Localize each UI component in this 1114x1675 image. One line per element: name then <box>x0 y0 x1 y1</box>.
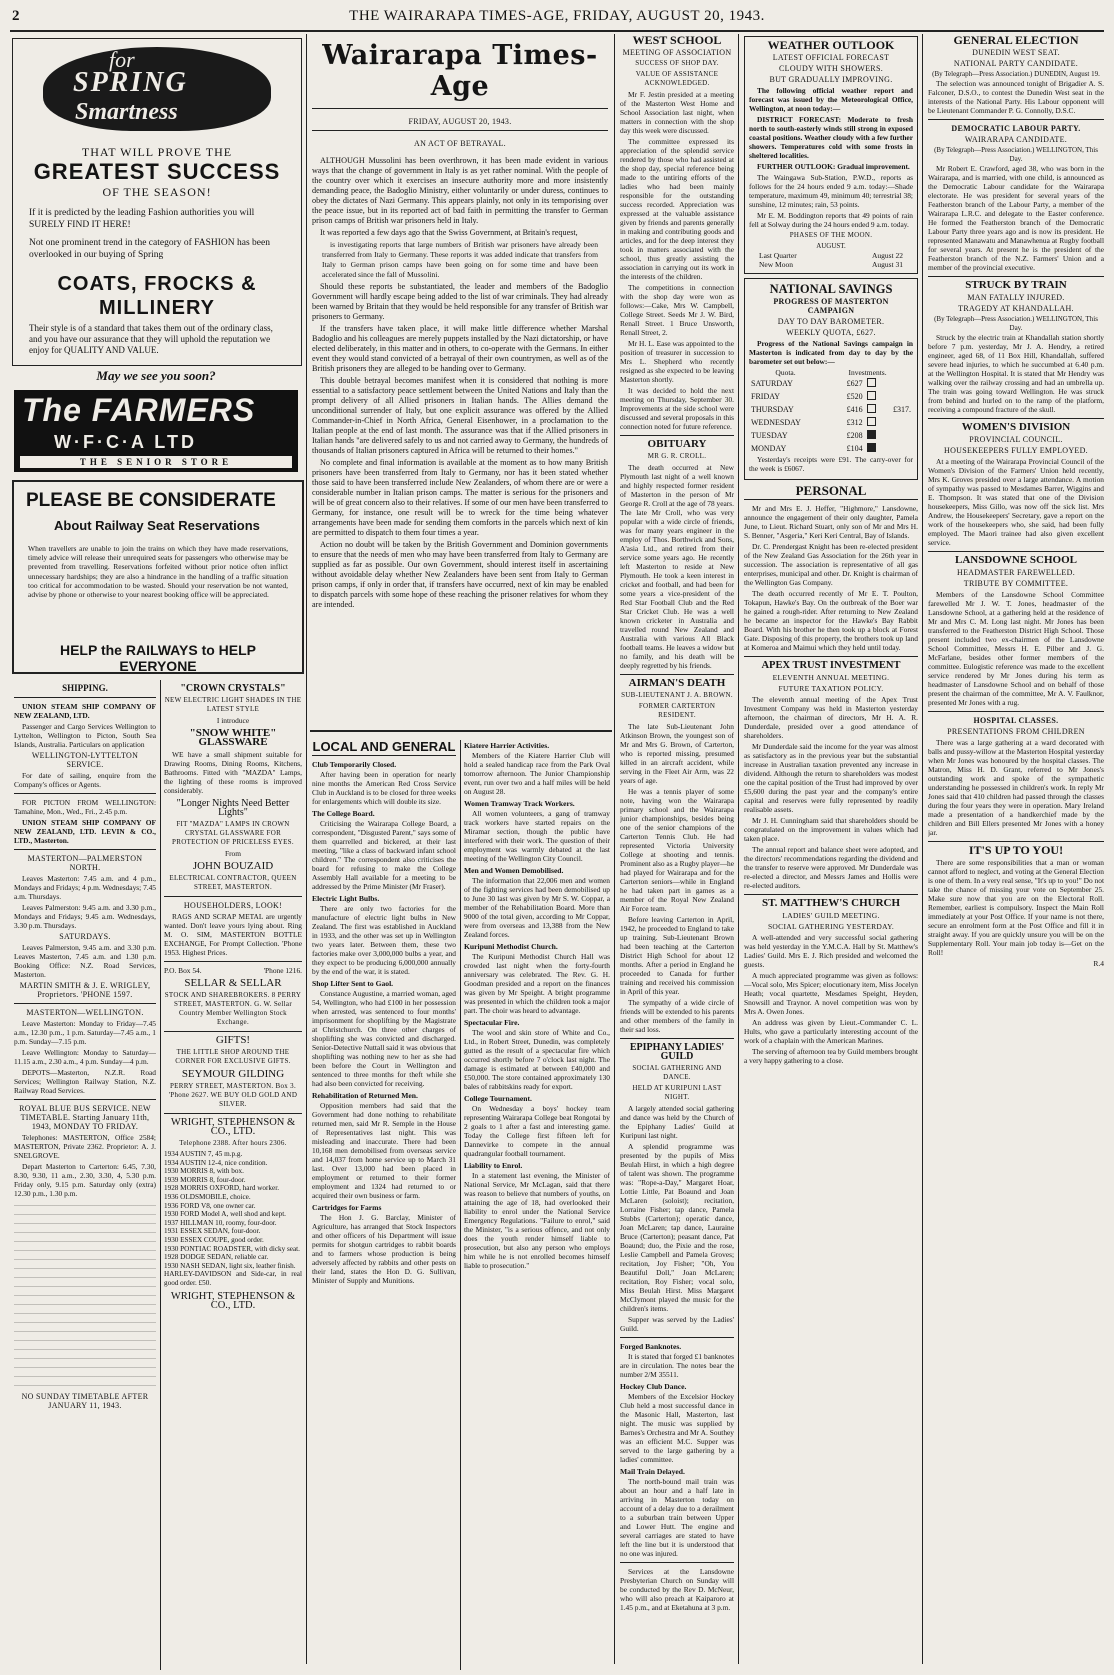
editorial-para: Action no doubt will be taken by the British Government and Dominion governments to ensure that the needs of men who may have been transferred from Italy to Germany are supplied as far as possible. Our own Government, should interest itself in ascertaining without avoidable delay whether New Zealanders have been sent from Italy to German prison camps, if only in order that, if transfers have occurred, next of kin may be enabled to dispatch parcels with some hope of these reaching the prisoner relatives for whom they are intended. <box>312 540 608 609</box>
editorial-para: This double betrayal becomes manifest when it is considered that nothing is more essential to a satisfactory peace settlement between the United Nations and Italy than the prompt delivery of all Allied prisoners in Italian hands. The Allies demand the unconditional surrender of Italy, but one explicit assurance was offered by the Allied Commander-in-Chief in North Africa, General Eisenhower, in a proclamation to the Italian people at the end of last month. The assurance was that if the Allied prisoners in Italian hands "are delivered safely to us and not carried away to Germany, the hundreds of thousands of Italian prisoners captured in Africa will be returned to their homes." <box>312 376 608 455</box>
airman-para: The sympathy of a wide circle of friends will be extended to his parents and other members of the family in their sad loss. <box>620 998 734 1034</box>
shipping-line: Leave Wellington: Monday to Saturday—11.15 a.m., 2.30 a.m., 4 p.m. Sunday—4 p.m. <box>14 1048 156 1066</box>
savings-row <box>749 416 913 429</box>
west-school-sub: MEETING OF ASSOCIATION <box>622 48 732 57</box>
editorial-quote: is investigating reports that large numbers of British war prisoners have already been transferred from Italy to Germany. These reports it was added indicate that transfers from Italy to German prison camps have been going on for some time and have been accelerated since the fall of Mussolini. <box>322 240 598 279</box>
hockey-para: Members of the Excelsior Hockey Club held a most successful dance in the Masonic Hall, Masterton, last night. The music was supplied by Barnes's Orchestra and Mr A. Southey was an efficient M.C. Supper was served to the large gathering by a ladies' committee. <box>620 1392 734 1464</box>
car-listing: 1931 ESSEX SEDAN, four-door. <box>164 1227 261 1236</box>
crown-bouzaid: JOHN BOUZAID <box>192 860 274 872</box>
page-number: 2 <box>12 8 20 24</box>
column-rule <box>922 34 923 1664</box>
obituary-sub: MR G. R. CROLL. <box>647 452 707 460</box>
mail-para: The north-bound mail train was about an hour and a half late in arriving in Masterton today on account of a delay due to a derailment to a suburban train between Upper and Lower Hutt. The engine and several carriages are stated to have left the line but it is understood that no one was injured. <box>620 1477 734 1558</box>
householders-para: RAGS AND SCRAP METAL are urgently wanted. Don't leave yours lying about. Ring M. O. SIM, MASTERTON BOTTLE EXCHANGE, For Prompt Collection. 'Phone 1953. Highest Prices. <box>164 912 302 957</box>
editorial-para: ALTHOUGH Mussolini has been overthrown, it has been made evident in various ways that the change of government in Italy is as yet rather nominal. With the people of the country over which it exercises an insecure authority more and more insistently demanding peace, the Badoglio Ministry, either voluntarily or under duress, continues to obey the dictates of Nazi Germany. This appears plainly, not only in its temporising over the peace issue, but in its reported act of bad faith in permitting the transfer to German prison camps of British war prisoners held in Italy. <box>312 156 608 225</box>
savings-sub: PROGRESS OF MASTERTON CAMPAIGN <box>773 297 889 315</box>
gilding-lines: PERRY STREET, MASTERTON. Box 3. 'Phone 2627. WE BUY OLD GOLD AND SILVER. <box>168 1082 298 1108</box>
shipping-line: MASTERTON—PALMERSTON NORTH. <box>27 854 143 872</box>
savings-day: SATURDAY <box>751 379 793 388</box>
crown-title: "CROWN CRYSTALS" <box>180 683 286 694</box>
wright-tel: Telephone 2388. After hours 2306. <box>179 1139 287 1147</box>
savings-quota: £208 <box>846 431 863 440</box>
news-item-text: The Kuripuni Methodist Church Hall was crowded last night when the forty-fourth anniversary was celebrated. The Rev. G. H. Goodman presided and a report on the finances was given by Mr Speight. A bright programme was presented in which the children took a major part. The choir was heard to advantage. <box>464 952 610 1015</box>
apex-para: Mr J. H. Cunningham said that shareholders should be congratulated on the improvement in values which had taken place. <box>744 816 918 843</box>
car-listing: 1930 NASH SEDAN, light six, leather finish. <box>164 1261 296 1270</box>
car-listing: 1928 DODGE SEDAN, reliable car. <box>164 1253 269 1262</box>
savings-sub: WEEKLY QUOTA, £627. <box>786 328 876 337</box>
car-listing: 1934 AUSTIN 7, 45 m.p.g. <box>164 1150 243 1158</box>
democratic-sub: WAIRARAPA CANDIDATE. <box>964 135 1068 144</box>
epiphany-para: Supper was served by the Ladies' Guild. <box>620 1315 734 1333</box>
personal-para: Dr. C. Prendergast Knight has been re-elected president of the New Zealand Gas Association for the 26th year in succession. The association is representative of all gas enterprises, municipal and other. Dr. Knight is chairman of the Wellington Gas Company. <box>744 542 918 587</box>
wright-title: WRIGHT, STEPHENSON & CO., LTD. <box>170 1117 296 1137</box>
democratic-press: (By Telegraph—Press Association.) WELLINGTON, This Day. <box>934 146 1098 163</box>
news-item-heading: Kiatere Harrier Activities. <box>464 741 550 750</box>
spring-line-2: GREATEST SUCCESS <box>33 159 281 184</box>
savings-row <box>749 377 913 390</box>
farmers-logo <box>14 390 298 472</box>
savings-row <box>749 442 913 455</box>
airman-title: AIRMAN'S DEATH <box>628 677 726 689</box>
spring-fashion-ad <box>12 38 302 366</box>
weather-sub: BUT GRADUALLY IMPROVING. <box>769 75 893 84</box>
matthew-para: A well-attended and very successful social gathering was held yesterday in the Y.M.C.A. Hall by St. Matthew's Ladies' Guild. Mrs E. J. Rich presided and welcomed the guests. <box>744 933 918 969</box>
savings-table <box>749 377 913 455</box>
column-rule <box>306 34 307 1664</box>
women-sub: HOUSEKEEPERS FULLY EMPLOYED. <box>944 446 1088 455</box>
masthead-rule <box>10 30 1104 32</box>
shipping-line: Depart Masterton to Carterton: 6.45, 7.30, 8.30, 9.30, 11 a.m., 2.30, 3.30, 4, 5.30 p.m. Friday only, 9.15 p.m. Saturday only (extra) 12.30 p.m., 1.30 p.m. <box>14 1162 156 1198</box>
news-item-text: Members of the Kiatere Harrier Club will hold a sealed handicap race from the Park Oval tomorrow afternoon. The Junior Championship event, run over two and a half miles will be held on August 28. <box>464 751 610 796</box>
women-sub: PROVINCIAL COUNCIL. <box>969 435 1063 444</box>
apex-para: The eleventh annual meeting of the Apex Trust Investment Company was held in Masterton yesterday afternoon, the chairman of directors, Mr H. A. R. Dunderdale, presided over a good attendance of shareholders. <box>744 695 918 740</box>
news-item-text: The information that 22,006 men and women of the fighting services had been demobilised up to June 30 last was given by Mr S. W. Coppar, a member of the Rehabilitation Board. More than 9000 of the total given, according to Mr Coppar, were from overseas and 13,388 from the New Zealand forces. <box>464 876 610 939</box>
car-listing: 1928 MORRIS OXFORD, hard worker. <box>164 1184 279 1193</box>
airman-sub: FORMER CARTERTON RESIDENT. <box>638 702 716 719</box>
women-title: WOMEN'S DIVISION <box>961 421 1071 433</box>
women-para: At a meeting of the Wairarapa Provincial Council of the Women's Division of the Farmers' Union held recently, Mrs K. Groves presided over a large attendance. A motion of sympathy was passed to Mesdames Barrer, Wiggins and E. Thompson. It was stated that one of the Division housekeepers, Miss Gillo, was now off the sick list. Mrs Andrew, the Housekeepers' Secretary, gave a report on the work of the housekeepers who, she said, had been fully employed. The Maori trainee had also given excellent service. <box>928 457 1104 547</box>
news-item-heading: Women Tramway Track Workers. <box>464 799 575 808</box>
shipping-line: WELLINGTON-LYTTELTON SERVICE. <box>31 751 139 769</box>
local-item-text: Opposition members had said that the Government had done nothing to rehabilitate returned men, said Mr R. Semple in the House of Representatives last night. This was misleading and inaccurate. There had been 10,168 men demobilised from overseas service and 14,037 from home service up to March 31 last. Over 13,000 had been placed in employment or returned to their former employment and 1324 had returned to or acquired their own business or farm. <box>312 1101 456 1200</box>
savings-day: FRIDAY <box>751 392 781 401</box>
gifts-title: GIFTS! <box>215 1034 251 1046</box>
matthew-title: ST. MATTHEW'S CHURCH <box>761 897 901 909</box>
matthew-para: A much appreciated programme was given as follows:—Vocal solo, Mrs Spicer; elocutionary item, Miss Jocelyn Heath; vocal quartette, Mesdames Speight, Heyden, Snowsill and Traynor. A novel competition was won by Mrs A. Owen Jones. <box>744 971 918 1016</box>
up-to-you-para: There are some responsibilities that a man or woman cannot afford to neglect, and voting at the General Election is one of them. In a very real sense, "It's up to you!" Do not take the chance of missing your vote on September 25. Make sure now that you are on the Electoral Roll. Remember, earliest is compulsory. Inspect the Main Roll immediately at your Post Office. If your name is not there, secure an enrolment form at the Post Office and fill it in straight away. If you are quickly unsure you will be on the Supplementary Roll. Your main job today is—Get on the Roll! <box>928 858 1104 957</box>
editorial-para: No complete and final information is available at the moment as to how many British prisoners have been transferred from Italy to Germany, nor has it been stated whether those said to have been transferred include New Zealanders, of whom there are or were a considerable number in Italian prison camps. The matter is serious for the prisoners and will be of great concern also to their relatives. If some of our men have been transferred to Germany, for instance, one result will be to wreck for the time being whatever arrangements have been made for sending them comforts in the parcels which next of kin are permitted to dispatch to them four times a year. <box>312 458 608 537</box>
news-item-text: On Wednesday a boys' hockey team representing Wairarapa College beat Rongotai by 2 goals to 1 after a fast and interesting game. Today the College first fifteen left for Dannevirke to compete in the annual quadrangular football tournament. <box>464 1104 610 1158</box>
editorial-body <box>312 156 608 610</box>
weather-sub: LATEST OFFICIAL FORECAST <box>772 53 890 62</box>
savings-check-box <box>865 403 879 416</box>
news-item-text: In a statement last evening, the Minister of National Service, Mr McLagan, said that there was reason to believe that numbers of youths, on attaining the age of 18, had overlooked their liability to enrol under the National Service Emergency Regulations. "Failure to enrol," said the Minister, "is a serious offence, and not only does the youth render himself liable to prosecution, but also any person who employs him while he is not enrolled becomes himself liable to prosecution." <box>464 1171 610 1270</box>
local-item-heading: Rehabilitation of Returned Men. <box>312 1091 418 1100</box>
up-to-you-title: IT'S UP TO YOU! <box>968 843 1064 857</box>
spring-para-1: If it is predicted by the leading Fashion authorities you will SURELY FIND IT HERE! <box>29 208 255 230</box>
local-general-title: LOCAL AND GENERAL <box>312 739 456 754</box>
car-listing: 1939 MORRIS 8, four-door. <box>164 1175 246 1184</box>
local-item-text: There are only two factories for the manufacture of electric light bulbs in New Zealand. The first was established in Auckland in 1933, and the other was set up in Wellington two years later. Between them, these two factories make over 3,000,000 bulbs a year, and they expect to be producing 6,000,000 annually by the end of the war, it is stated. <box>312 904 456 976</box>
savings-foot: Yesterday's receipts were £91. The carry-over for the week is £6067. <box>749 455 913 473</box>
savings-check-box <box>865 416 879 429</box>
shipping-line: FOR PICTON FROM WELLINGTON: Tamahine, Mon., Wed., Fri., 2.45 p.m. <box>14 798 156 816</box>
savings-day: THURSDAY <box>751 405 794 414</box>
lansdowne-sub: HEADMASTER FAREWELLED. <box>957 568 1075 577</box>
shipping-line: DEPOTS—Masterton, N.Z.R. Road Services; Wellington Railway Station, N.Z. Railway Road Services. <box>14 1068 156 1095</box>
middle-news-column <box>464 738 610 1668</box>
car-listing: 1930 ESSEX COUPE, good order. <box>164 1235 264 1244</box>
savings-sub: DAY TO DAY BAROMETER. <box>777 317 885 326</box>
householders-title: HOUSEHOLDERS, LOOK! <box>183 901 283 910</box>
savings-check-box <box>865 377 879 390</box>
matthew-sub: LADIES' GUILD MEETING. <box>782 911 880 920</box>
savings-investment <box>879 377 913 390</box>
matthew-para: The serving of afternoon tea by Guild members brought a very happy gathering to a close. <box>744 1047 918 1065</box>
moon-phase: Last Quarter <box>759 251 797 260</box>
moon-month: AUGUST. <box>816 242 846 250</box>
local-item-text: Constance Augustine, a married woman, aged 54, Wellington, who had £100 in her possession when arrested, was sentenced to four months' imprisonment for shoplifting by the Magistrate at Christchurch. On three other charges of shoplifting she was convicted and discharged. Senior-Detective Nuttall said it was obvious that shoplifting was nothing new to her as she had been before the Court in Wellington and sentenced to three months for theft while she had also been convicted for receiving. <box>312 989 456 1088</box>
epiphany-para: A splendid programme was presented by the pupils of Miss Beulah Hirst, in which a high degree of talent was shown. The programme was: "Rope-a-Day," Margaret Hoar, Lottie Little, Pat Boaund and Joan McLaren (soloist); recitation, Lorraine Fisher; tap dance, Pamela Stubbs (Carterton); operatic dance, Joan McLaren; tap dance, Lauraine Bruce (Carterton); peasant dance, Pat Boaund; duo, the Pixie and the rose, Leslie Campbell and Pamela Groves; recitation, Joy Fisher; "Oh, You Beautiful Doll," Joan McLaren; recitation, Roy Fisher; vocal solo, Miss Beulah Hirst. Miss Margaret McClymont played the music for the children's items. <box>620 1142 734 1313</box>
west-school-title: WEST SCHOOL <box>632 36 722 47</box>
column-four <box>744 36 918 1668</box>
savings-day: MONDAY <box>751 444 787 453</box>
timetable-lines <box>14 1200 156 1390</box>
shipping-column <box>14 680 156 1665</box>
sellar-box: P.O. Box 54. <box>164 966 202 975</box>
editorial-title: AN ACT OF BETRAYAL. <box>414 139 506 148</box>
shipping-line: Leaves Palmerston, 9.45 a.m. and 3.30 p.m. Leaves Masterton, 7.45 a.m. and 1.30 p.m. Booking Office: N.Z. Road Services, Masterton. <box>14 943 156 979</box>
spring-line-1: THAT WILL PROVE THE <box>81 145 233 159</box>
local-item-heading: Electric Light Bulbs. <box>312 894 380 903</box>
train-press: (By Telegraph—Press Association.) WELLINGTON, This Day. <box>934 315 1098 332</box>
lansdowne-title: LANSDOWNE SCHOOL <box>955 554 1077 566</box>
apex-title: APEX TRUST INVESTMENT <box>761 660 901 671</box>
savings-quota: £104 <box>846 444 863 453</box>
personal-para: Mr and Mrs E. J. Heffer, "Highmore," Lansdowne, announce the engagement of their only daughter, Pamela June, to Lieut. Richard Stuart, only son of Mr and Mrs H. S. Benner, "Asgeria," Keri Keri Central, Bay of Islands. <box>744 504 918 540</box>
weather-para: The Waingawa Sub-Station, P.W.D., reports as follows for the 24 hours ended 9 a.m. today:—Shade temperature, maximum 49, minimum 40; terrestrial 38; sunshine, 12 minutes; rain, 53 points. <box>749 173 913 209</box>
airman-para: The late Sub-Lieutenant John Atkinson Brown, the youngest son of Mr and Mrs G. Brown, of Carterton, who is reported missing, presumed killed in an aircraft accident, while serving in the Fleet Air Arm, was 22 years of age. <box>620 722 734 785</box>
masthead-title: THE WAIRARAPA TIMES-AGE, FRIDAY, AUGUST 20, 1943. <box>349 8 765 24</box>
sellar-title: SELLAR & SELLAR <box>184 977 282 989</box>
nameplate: Wairarapa Times-Age <box>322 40 598 102</box>
crown-longer-nights: "Longer Nights Need Better Lights" <box>176 798 290 818</box>
car-listing: 1930 MORRIS 8, with box. <box>164 1167 244 1176</box>
savings-quota: £416 <box>846 405 863 414</box>
election-sub: NATIONAL PARTY CANDIDATE. <box>953 59 1079 68</box>
moon-table <box>749 251 913 269</box>
weather-box <box>744 36 918 274</box>
savings-quota: £520 <box>846 392 863 401</box>
forged-heading: Forged Banknotes. <box>620 1342 682 1351</box>
shipping-line: For date of sailing, enquire from the Company's offices or Agents. <box>14 771 156 789</box>
railway-footer: HELP the RAILWAYS to HELP EVERYONE <box>59 642 257 674</box>
shipping-line: Leave Masterton: Monday to Friday—7.45 a.m., 12.30 p.m., 1 p.m. Saturday—7.45 a.m., 1 p.m. Sunday—7.15 p.m. <box>14 1019 156 1046</box>
editorial-para: If the transfers have taken place, it will make little difference whether Marshal Badoglio and his colleagues are merely puppets installed by the Nazi dictatorship, or have elected deliberately, in this matter and in others, to co-operate with the Germans. In either event they would stand convicted of a betrayal of their own countrymen, as well as of the British prisoners they are alleged to be handing over to Germany. <box>312 324 608 373</box>
spring-coats: COATS, FROCKS & <box>57 273 257 295</box>
shipping-line: NO SUNDAY TIMETABLE AFTER JANUARY 11, 1943. <box>21 1392 149 1410</box>
editorial-para: Should these reports be substantiated, the leader and members of the Badoglio Government will hardly escape being added to the list of war criminals. They had already been warned by Britain that they would be held responsible for any transfer of British war prisoners to Germany. <box>312 282 608 321</box>
moon-phase: New Moon <box>759 260 793 269</box>
car-listing: 1937 HILLMAN 10, roomy, four-door. <box>164 1218 277 1227</box>
savings-investment <box>879 429 913 442</box>
west-school-para: It was decided to hold the next meeting on Thursday, September 30. Improvements at the side school were discussed and several proposals in this connection noted for future reference. <box>620 386 734 431</box>
savings-row <box>749 390 913 403</box>
spring-word-spring: SPRING <box>73 67 188 98</box>
farmers-senior-store: THE SENIOR STORE <box>20 456 292 468</box>
lansdowne-sub: TRIBUTE BY COMMITTEE. <box>963 579 1069 588</box>
epiphany-sub: SOCIAL GATHERING AND DANCE. <box>632 1064 722 1081</box>
railway-ad <box>12 480 304 674</box>
savings-quota: £312 <box>846 418 863 427</box>
news-item-text: The wool and skin store of White and Co., Ltd., in Robert Street, Dunedin, was completely gutted as the result of a spectacular fire which occurred shortly before 7 o'clock last night. The damage is estimated at between £40,000 and £50,000. The store contained approximately 130 bales of rabbitskins ready for export. <box>464 1028 610 1091</box>
west-school-sub: VALUE OF ASSISTANCE ACKNOWLEDGED. <box>635 70 719 87</box>
up-to-you-code: R.4 <box>1093 959 1104 968</box>
car-listing: HARLEY-DAVIDSON and Side-car, in real good order. £50. <box>164 1270 302 1287</box>
epiphany-title: EPIPHANY LADIES' GUILD <box>629 1042 725 1062</box>
spring-para-3: Their style is of a standard that takes them out of the ordinary class, and you have our assurance that they will uphold the reputation we enjoy for QUALITY AND VALUE. <box>29 323 273 355</box>
crown-line: NEW ELECTRIC LIGHT SHADES IN THE LATEST STYLE <box>164 696 302 713</box>
local-item-heading: The College Board. <box>312 809 375 818</box>
democratic-para: Mr Robert E. Crawford, aged 38, who was born in the Wairarapa, and is married, with one child, is announced as the Democratic Labour candidate for the Wairarapa electorate. He was president for several years of the Featherston branch of the Labour Party, a member of the Wairarapa L.R.C. and delegate to the Easter conference. He formed the Featherston branch of the Democratic Labour Party three years ago and is now its president. He represented Manawatu and Manawhenua at Rugby football for several years. At present he is the president of the Featherston branch of the N.Z. Farmers' Union and a member of the provincial executive. <box>928 164 1104 272</box>
news-item-heading: Kuripuni Methodist Church. <box>464 942 558 951</box>
car-listing: 1930 PONTIAC ROADSTER, with dicky seat. <box>164 1244 300 1253</box>
train-para: Struck by the electric train at Khandallah station shortly before 7 p.m. yesterday, Mr J. A. Hendry, a retired engineer, aged 68, of 11 Box Hill, Khandallah, suffered severe head injuries, to which he succumbed at 6.40 p.m. at the Wellington Hospital. It is stated that Mr Hendry was walking over the railway crossing and had an umbrella up. The train was going toward Wellington. He was struck from behind and hurled on to the ramp of the platform, receiving a compound fracture of the skull. <box>928 333 1104 414</box>
local-item-text: After having been in operation for nearly nine months the American Red Cross Service Club in Auckland is to be closed for three weeks for enlargements which will double its size. <box>312 770 456 806</box>
car-listing: 1934 AUSTIN 12-4, nice condition. <box>164 1158 268 1167</box>
election-sub: DUNEDIN WEST SEAT. <box>972 48 1060 57</box>
spring-word-for: for <box>109 47 135 72</box>
crown-para: WE have a small shipment suitable for Drawing Rooms, Dining Rooms, Kitchens, Bathrooms. Fitted with "MAZDA" Lamps, the lighting of these rooms is improved considerably. <box>164 750 302 795</box>
moon-title: PHASES OF THE MOON. <box>789 231 873 239</box>
column-rule <box>614 34 615 1664</box>
shipping-line: UNION STEAM SHIP COMPANY OF NEW ZEALAND, LTD. <box>14 702 156 720</box>
savings-investment <box>879 390 913 403</box>
shipping-line: SATURDAYS. <box>59 932 111 941</box>
savings-box-mark <box>867 378 876 387</box>
savings-check-box <box>865 390 879 403</box>
lansdowne-para: Members of the Lansdowne School Committee farewelled Mr J. W. T. Jones, headmaster of the Lansdowne School, at a gathering held at the residence of Mr and Mrs C. M. Long last night. Mr Jones has been transferred to the Featherston District High School. Those present included two ex-chairmen of the Lansdowne School Committee, Messrs H. E. Pilber and J. G. McFarlane, besides other former members of the committee. Eulogistic reference was made to the excellent service rendered by Mr Jones during his term as headmaster of Lansdowne School and on behalf of those present the chairman of the committee, Mr A. V. Faulknor, presented Mr Jones with a rug. <box>928 590 1104 707</box>
savings-col-quota: Quota. <box>775 368 796 377</box>
forged-para: It is stated that forged £1 banknotes are in circulation. The notes bear the number 2/M 35511. <box>620 1352 734 1379</box>
savings-title: NATIONAL SAVINGS <box>769 282 893 296</box>
gilding-title: SEYMOUR GILDING <box>181 1068 285 1080</box>
savings-investment <box>879 442 913 455</box>
spring-millinery: MILLINERY <box>98 297 216 319</box>
airman-para: He was a tennis player of some note, having won the Wairarapa primary school and the Wairarapa junior championships, besides being one of the senior champions of the Carterton Tennis Club. He had represented Victoria University College at shooting and tennis. Prominent also as a Rugby player—he had played for Wairarapa and for the Carterton seniors—while in England he had taken part in games as a member of the Royal New Zealand Air Force team. <box>620 787 734 913</box>
news-item-heading: Liability to Enrol. <box>464 1161 523 1170</box>
savings-quota: £627 <box>846 379 863 388</box>
west-school-sub: SUCCESS OF SHOP DAY. <box>635 59 719 67</box>
matthew-sub: SOCIAL GATHERING YESTERDAY. <box>767 922 895 931</box>
hospital-title: HOSPITAL CLASSES. <box>973 716 1059 725</box>
savings-box-mark <box>867 443 876 452</box>
savings-row <box>749 403 913 416</box>
local-item-text: The Hon J. G. Barclay, Minister of Agriculture, has arranged that Stock Inspectors and other officers of his Department will issue permits for shotgun cartridges to rabbit boards and to farmers whose production is being adversely affected by rabbits and other pests on their land, states the Hon D. G. Sullivan, Minister of Supply and Munitions. <box>312 1213 456 1285</box>
personal-para: The death occurred recently of Mr E. T. Poulton, Tokapun, Hawke's Bay. On the outbreak of the Boer war he gained a rough-rider. After returning to New Zealand he became an inspector for the Hawke's Bay Rabbit Board. With his brother he then took up a block at Forest Gate. Disposing of this property, the brothers took up land at Komeroa and Maimui which they held until today. <box>744 589 918 652</box>
local-item-text: Criticising the Wairarapa College Board, a correspondent, "Disgusted Parent," says some of them quarrelled and bickered, at their last meeting, "like a class of backward infant school children." The correspondent also criticises the board for refusing to make the College Assembly Hall available for a meeting to be addressed by the Prime Minister (Mr Fraser). <box>312 819 456 891</box>
train-title: STRUCK BY TRAIN <box>965 279 1067 291</box>
shipping-line: Telephones: MASTERTON, Office 2584; MASTERTON, Private 2362. Proprietor: A. J. SNELGROVE. <box>14 1133 156 1160</box>
savings-row <box>749 429 913 442</box>
train-sub: MAN FATALLY INJURED. <box>967 293 1065 302</box>
car-listing: 1936 FORD V8, one owner car. <box>164 1201 256 1210</box>
editorial-column <box>312 36 608 726</box>
hospital-sub: PRESENTATIONS FROM CHILDREN <box>947 727 1085 736</box>
west-school-para: Mr H. L. Ease was appointed to the position of treasurer in succession to Mrs L. Shepherd who recently resigned as she expected to be leaving Masterton shortly. <box>620 339 734 384</box>
mail-heading: Mail Train Delayed. <box>620 1467 685 1476</box>
crown-fit: FIT "MAZDA" LAMPS IN CROWN CRYSTAL GLASSWARE FOR PROTECTION OF PRICELESS EYES. <box>172 820 294 846</box>
crown-contractor: ELECTRICAL CONTRACTOR, QUEEN STREET, MASTERTON. <box>169 874 297 891</box>
personal-title: PERSONAL <box>795 483 867 498</box>
news-item-text: All women volunteers, a gang of tramway track workers have started repairs on the Miramar section, though the public have interfered with their work. The question of their employment was warmly debated at the last meeting of the Wellington City Council. <box>464 809 610 863</box>
obituary-para: The death occurred at New Plymouth last night of a well known and highly respected former resident of Masterton in the person of Mr George R. Croll at the age of 78 years. The late Mr Croll, who was very popular with a wide circle of friends, was for many years engineer in the employ of Thos. Borthwick and Sons, A'asia Ltd., and retired from their service some years ago. He recently left Masterton to reside at New Plymouth. He took a keen interest in cricket and football, and had been for some years a vice-president of the Red Star Football Club and the Red Star Cricket Club. He was a well known cricketer in Australia and travelled round New Zealand and Australia with various All Black football teams. He leaves a widow but no family, and his death will be deeply regretted by his friends. <box>620 463 734 670</box>
savings-check-box <box>865 429 879 442</box>
classifieds-column <box>164 680 302 1665</box>
moon-row <box>749 260 913 269</box>
savings-box <box>744 278 918 480</box>
hospital-para: There was a large gathering at a ward decorated with balls and pussy-willow at the Masterton Hospital yesterday when Mr Jones was honoured by the hospital classes. The Matron, Miss H. D. Grant, referred to Mr Jones's outstanding work and spoke of the sympathetic understanding he possessed in children's work. In reply Mr Jones said that 410 children had passed through the classes during the four years they were in operation. Mary Ireland made a presentation of a handkerchief made by the children and Bill Ellers presented Mr Jones with a honey jar. <box>928 738 1104 837</box>
column-rule <box>738 34 739 1664</box>
editorial-date: FRIDAY, AUGUST 20, 1943. <box>408 117 512 126</box>
crown-from: From <box>224 849 241 858</box>
savings-day: WEDNESDAY <box>751 418 801 427</box>
moon-row <box>749 251 913 260</box>
shipping-line: Leaves Palmerston: 9.45 a.m. and 3.30 p.m., Mondays and Fridays; 9.45 a.m. Wednesdays, 3.30 p.m. Thursdays. <box>14 903 156 930</box>
gifts-lines: THE LITTLE SHOP AROUND THE CORNER FOR EXCLUSIVE GIFTS. <box>175 1048 291 1065</box>
epiphany-para: A largely attended social gathering and dance was held by the Church of the Epiphany Ladies' Guild at Kuripuni last night. <box>620 1104 734 1140</box>
weather-outlook: FURTHER OUTLOOK: Gradual improvement. <box>757 162 910 171</box>
election-title: GENERAL ELECTION <box>953 36 1079 47</box>
weather-title: WEATHER OUTLOOK <box>767 38 895 52</box>
shipping-title: SHIPPING. <box>62 683 108 693</box>
wright-title-footer: WRIGHT, STEPHENSON & CO., LTD. <box>170 1290 296 1311</box>
apex-sub: FUTURE TAXATION POLICY. <box>778 684 884 693</box>
railway-title: PLEASE BE CONSIDERATE <box>26 490 276 511</box>
savings-day: TUESDAY <box>751 431 788 440</box>
masthead <box>0 6 1114 28</box>
savings-col-investments: Investments. <box>848 368 887 377</box>
hockey-heading: Hockey Club Dance. <box>620 1382 687 1391</box>
savings-para: Progress of the National Savings campaign in Masterton is indicated from day to day by the barometer set out below:— <box>749 339 913 366</box>
epiphany-sub: HELD AT KURIPUNI LAST NIGHT. <box>632 1084 722 1101</box>
apex-sub: ELEVENTH ANNUAL MEETING. <box>772 673 890 682</box>
spring-line-3: OF THE SEASON! <box>102 185 212 199</box>
editorial-para: It was reported a few days ago that the Swiss Government, at Britain's request, <box>320 228 578 237</box>
sellar-phone: 'Phone 1216. <box>263 966 302 975</box>
local-item-heading: Cartridges for Farms <box>312 1203 382 1212</box>
editorial-bottom-rule <box>310 730 612 732</box>
news-item-heading: Men and Women Demobilised. <box>464 866 564 875</box>
column-rule <box>460 740 461 1670</box>
weather-sub: CLOUDY WITH SHOWERS. <box>779 64 883 73</box>
shipping-line: Leaves Masterton: 7.45 a.m. and 4 p.m., Mondays and Fridays; 4 p.m. Wednesdays; 7.45 a.m. Thursdays. <box>14 874 156 901</box>
savings-investment: £317. <box>893 405 911 414</box>
shipping-line: ROYAL BLUE BUS SERVICE. NEW TIMETABLE. Starting January 11th, 1943, MONDAY TO FRIDAY. <box>19 1104 151 1131</box>
spring-para-2: Not one prominent trend in the category of FASHION has been overlooked in our buying of Spring <box>29 238 270 260</box>
savings-investment <box>879 416 913 429</box>
savings-box-mark <box>867 430 876 439</box>
apex-para: Mr Dunderdale said the income for the year was almost as satisfactory as in the previous year but the substantial increase in Australian taxation prevented any increase in dividend. Although the return to shareholders was modest one the capital position of the Trust had improved by over £5,600 during the past year and the company's entire capital and reserves were fully represented by readily realisable assets. <box>744 742 918 814</box>
apex-para: The annual report and balance sheet were adopted, and the directors' recommendations regarding the dividend and the transfer to reserve were approved. Mr Dunderdale was re-elected a director, and Messrs James and Hollis were re-elected auditors. <box>744 845 918 890</box>
crown-snow-white: "SNOW WHITE" GLASSWARE <box>189 727 277 748</box>
news-item-heading: College Tournament. <box>464 1094 532 1103</box>
crown-intro: I introduce <box>216 716 250 725</box>
west-school-para: Mr F. Jestin presided at a meeting of the Masterton West Home and School Association last night, when matters in connection with the shop day this week were discussed. <box>620 90 734 135</box>
election-press: (By Telegraph—Press Association.) DUNEDIN, August 19. <box>932 70 1100 78</box>
farmers-name: The FARMERS <box>22 392 256 428</box>
matthew-para: An address was given by Lieut.-Commander C. L. Hults, who gave a particularly interesting account of the work of a chaplain with the American Marines. <box>744 1018 918 1045</box>
spring-may-see-you: May we see you soon? <box>96 368 216 383</box>
shipping-line: MASTERTON—WELLINGTON. <box>26 1008 144 1017</box>
savings-check-box <box>865 442 879 455</box>
car-listing: 1936 OLDSMOBILE, choice. <box>164 1192 251 1201</box>
sellar-lines: STOCK AND SHAREBROKERS. 8 PERRY STREET, MASTERTON. G. W. Sellar Country Member Wellington Stock Exchange. <box>164 991 302 1026</box>
railway-body: When travellers are unable to join the trains on which they have made reservations, timely advice will release their unrequired seats for passengers who otherwise may be prevented from travelling. Reservations forfeited without prior notice often inflict unnecessary hardships; they are also a hindrance in the handling of a traffic situation too critical for accommodation to be wasted. Should your reservation be not wanted, advise by phone or otherwise to your nearest booking office will be appreciated. <box>28 544 288 600</box>
airman-sub: SUB-LIEUTENANT J. A. BROWN. <box>621 691 733 699</box>
car-listing: 1930 FORD Model A, well shod and kept. <box>164 1210 286 1219</box>
local-item-heading: Shop Lifter Sent to Gaol. <box>312 979 394 988</box>
west-school-para: The committee expressed its appreciation of the splendid service rendered by those who had assisted at the shop day, special reference being made to the untiring efforts of the ladies who had been mainly responsible for the outstanding success recorded. Appreciation was expressed at the valuable assistance given by friends and parents generally in making and contributing goods and articles, and for the deep interest they took in matters associated with the school, thus greatly assisting the association in carrying out its work in the interests of the children. <box>620 137 734 281</box>
savings-box-mark <box>867 417 876 426</box>
news-item-heading: Spectacular Fire. <box>464 1018 520 1027</box>
election-para: The selection was announced tonight of Brigadier A. S. Falconer, D.S.O., to contest the Dunedin West seat in the interests of the National Party. His Labour opponent will be Lieutenant Commander P. G. Connolly, D.S.C. <box>928 79 1104 115</box>
column-three <box>620 36 734 1668</box>
weather-forecast: DISTRICT FORECAST: Moderate to fresh north to south-easterly winds still strong in exposed coastal positions. Weather cloudy with a few further showers. Temperatures cold with some frosts in sheltered localities. <box>749 115 913 160</box>
airman-para: Before leaving Carterton in April, 1942, he proceeded to England to take up training. Sub-Lieutenant Brown had been teaching at the Carterton District High School for about 12 months. After a period in England he proceeded to Canada for further training and received his commission in April of this year. <box>620 915 734 996</box>
weather-para: The following official weather report and forecast was issued by the Meteorological Office, Wellington, at noon today:— <box>749 86 913 113</box>
column-rule <box>160 680 161 1670</box>
shipping-line: Passenger and Cargo Services Wellington to Lyttelton, Wellington to Picton, South Sea Islands, Australia. Particulars on application <box>14 722 156 749</box>
moon-date: August 22 <box>871 251 903 260</box>
local-item-heading: Club Temporarily Closed. <box>312 760 397 769</box>
west-school-para: The competitions in connection with the shop day were won as follows:—Cake, Mrs W. Campbell, College Street. Seeds Mr J. W. Bird, Renall Street. 1 Bruce Unsworth, Renall Street, 2. <box>620 283 734 337</box>
spring-word-smartness: Smartness <box>75 99 178 125</box>
column-five <box>928 36 1104 1668</box>
weather-para: Mr E. M. Boddington reports that 49 points of rain fell at Solway during the 24 hours ended 9 a.m. today. <box>749 211 913 229</box>
train-sub: TRAGEDY AT KHANDALLAH. <box>958 304 1074 313</box>
local-general-column <box>312 738 456 1668</box>
railway-subtitle: About Railway Seat Reservations <box>54 518 260 533</box>
savings-box-mark <box>867 391 876 400</box>
moon-date: August 31 <box>871 260 903 269</box>
shipping-line: UNION STEAM SHIP COMPANY OF NEW ZEALAND, LTD. LEVIN & CO., LTD., Masterton. <box>14 818 156 845</box>
savings-box-mark <box>867 404 876 413</box>
services-para: Services at the Lansdowne Presbyterian Church on Sunday will be conducted by the Rev D. McNeur, who will also preach at Kaiparoro at 1.45 p.m., and at Eketahuna at 3 p.m. <box>620 1567 734 1612</box>
car-list <box>164 1150 302 1288</box>
farmers-wfca: W·F·C·A LTD <box>54 432 197 452</box>
shipping-line: MARTIN SMITH & J. E. WRIGLEY, Proprietors. 'PHONE 1597. <box>19 981 151 999</box>
democratic-title: DEMOCRATIC LABOUR PARTY. <box>951 124 1081 133</box>
obituary-title: OBITUARY <box>647 438 707 450</box>
